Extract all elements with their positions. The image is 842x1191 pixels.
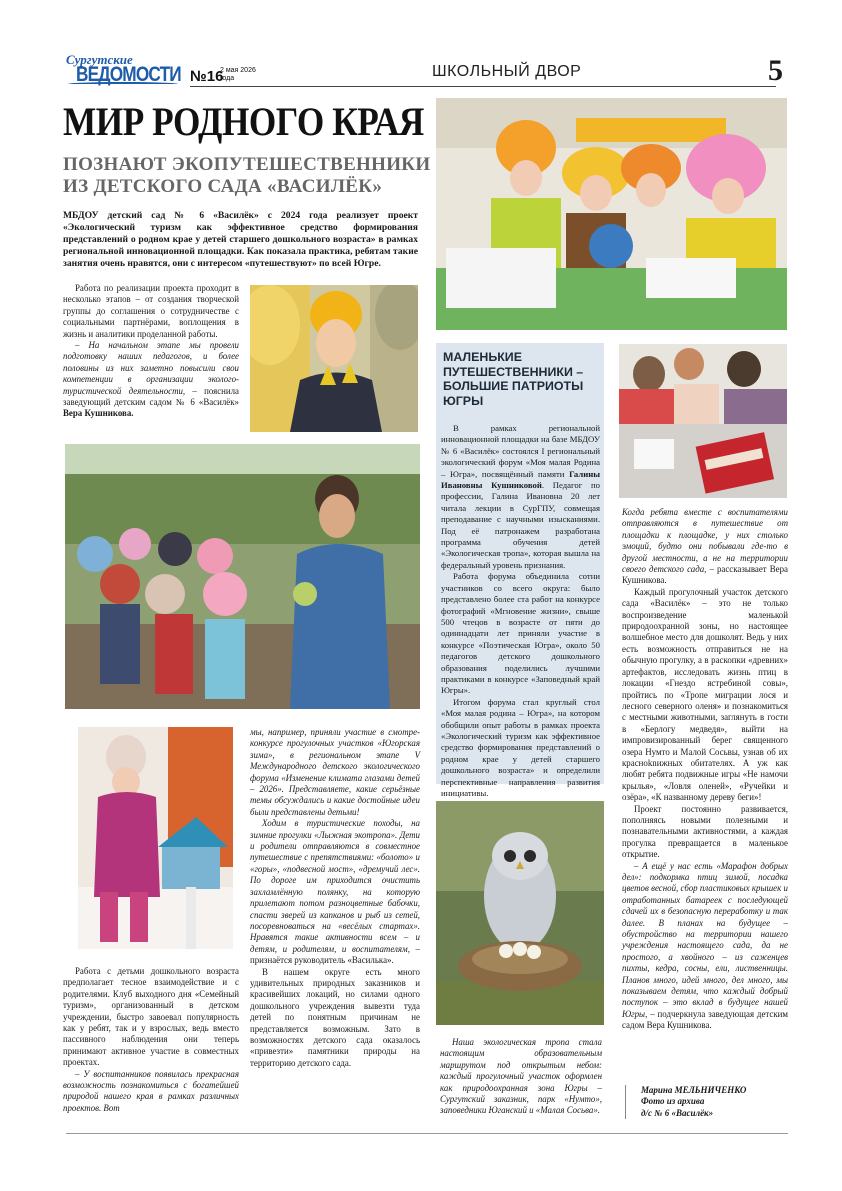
paragraph: – У воспитанников появилась прекрасная возможность познакомиться с богатейшей природой нашего края в рамках различных проектов. Вот [63,1068,239,1113]
owl-photo-caption: Наша экологическая тропа стала настоящим образовательным маршрутом под открытым небом: каждый прогулочный участок оформлен как природоохранная зона Югры – Сургутский заказник, парк «Нумто», заповедники Юганский и «Малая Сосьва». [440,1037,602,1116]
article-title: МИР РОДНОГО КРАЯ [63,99,424,144]
paragraph: Проект постоянно развивается, пополняясь новыми полезными и познавательными активностями, а каждая прогулка превращается в маленькое открытие. [622,803,788,860]
photo-boy-with-leaves [250,285,418,432]
newspaper-logo [66,52,186,88]
text-column-right [622,507,788,1032]
author-signature [625,1085,746,1119]
logo-big-text: ВЕДОМОСТИ [76,63,181,86]
text-column-a [63,966,239,1114]
paragraph: – А ещё у нас есть «Марафон добрых дел»: подкормка птиц зимой, посадка цветов весной, сбор пластиковых крышек и отработанных батареек с последующей сдачей их в безопасную переработку и так далее. В планах на будущее – обустройство на территории нашего учреждения настоящего сада, да не простого, а хвойного – из саженцев пихты, кедра, сосны, ели, лиственницы. Планов много, идей много, дел много, мы показываем детям, что каждый добрый поступок – это вклад в будущее нашей Югры, – подчеркнула заведующая детским садом Вера Кушникова. [622,860,788,1031]
photo-children-outdoor-with-teacher [65,444,420,709]
sidebar-text [441,423,600,799]
logo-small-text: Сургутские [66,52,133,67]
photo-children-with-red-book [619,344,787,498]
author-org: д/с № 6 «Василёк» [641,1107,714,1118]
logo-swirl-icon [68,82,178,86]
paragraph: Ходим в туристические походы, на зимние прогулки «Лыжная экотропа». Дети и родители отправляются в совместное путешествие с препятствиями: «болото» и «горы», «подвесной мост», «дремучий лес». По дороге им приходится очистить захламлённую полянку, на которую прилетают потом разноцветные бабочки, спасти зверей из капканов и рыб из сетей, посоревноваться на «весёлых стартах». Нравятся такие активности всем – и детям, и родителям, и воспитателям, – признаётся руководитель «Василька». [250,818,420,966]
paragraph: Работа по реализации проекта проходит в несколько этапов – от создания творческой группы до соглашения о сотрудничестве с социальными партнёрами, воплощения в жизнь и аналитики проделанной работы. [63,283,239,339]
photo-girl-with-birdhouse [78,727,233,949]
article-lead: МБДОУ детский сад № 6 «Василёк» с 2024 года реализует проект «Экологический туризм как эффективное средство формирования представлений о родном крае у детей старшего дошкольного возраста» в рамках региональной инновационной площадки. Как показала практика, ребятам такие занятия очень нравятся, они с интересом «путешествуют» по всей Югре. [63,210,418,269]
paragraph: Итогом форума стал круглый стол «Моя малая родина – Югра», на котором обобщили опыт работы в рамках проекта «Экологический туризм как эффективное средство формирования представлений о родном крае у детей старшего дошкольного возраста» и определили перспективные направления развития инициативы. [441,696,600,798]
paragraph: – На начальном этапе мы провели подготовку наших педагогов, и более половины из них заметно повысили свои компетенции в организации эколого-туристической деятельности, – пояснила заведующий детским садом № 6 «Василёк» Вера Кушникова. [63,340,239,419]
signature-bar [625,1085,626,1119]
header-rule [190,86,776,87]
article-subtitle: ПОЗНАЮТ ЭКОПУТЕШЕСТВЕННИКИ ИЗ ДЕТСКОГО САДА «ВАСИЛЁК» [63,154,431,197]
text-column-intro [63,283,239,420]
issue-date: 2 мая 2026 года [220,67,256,82]
paragraph: В нашем округе есть много удивительных природных заказников и красивейших локаций, но силами одного дошкольного учреждения вывезти туда детей по понятным причинам не представляется возможным. Зато в возможностях детского сада оказалось «привезти» памятники природы на территорию детского сада. [250,966,420,1068]
paragraph: В рамках региональной инновационной площадки на базе МБДОУ № 6 «Василёк» состоялся I региональный экологический форум «Моя малая Родина – Югра», посвящённый памяти Галины Ивановны Кушниковой. Педагог по профессии, Галина Ивановна 20 лет читала лекции в СурГПУ, совмещая преподавание с научными изысканиями. Под её патронажем разработана программа обучения детей «Экологическая тропа», которая вышла на федеральный уровень признания. [441,423,600,570]
paragraph: Каждый прогулочный участок детского сада «Василёк» – это не только воспроизведение маленькой природоохранной зоны, но настоящее волшебное место для дошколят. Ведь у них есть возможность отправиться не на обычную прогулку, а в раскопки «древних» артефактов, исследовать жизнь птиц в локации «Гнездо ястребиной совы», пройтись по «Тропе миграции лося и лесного северного оленя» и познакомиться с местными животными, заглянуть в гости в «Берлогу медведя», выйти на импровизированный берег священного озера Нумто и Малой Сосьвы, узнав об их красноknижных обитателях. А уж как любят ребята подвижные игры «Не намочи крылья», «Ловля оленей», «Ручейки и озёра», «К названному дереву беги»! [622,586,788,803]
photo-children-in-costumes [436,98,787,330]
footer-rule [66,1133,788,1134]
issue-number: №16 [190,68,224,85]
photo-owl-sculpture [436,801,604,1025]
paragraph: мы, например, приняли участие в смотре-конкурсе прогулочных участков «Югорская зима», в региональном этапе V Международного детского экологического форума «Изменение климата глазами детей – 2026». Представляете, какие серьёзные темы обсуждались и какие достойные идеи были представлены детьми! [250,727,420,817]
page-number: 5 [768,54,783,87]
author-name: Марина МЕЛЬНИЧЕНКО [641,1085,747,1095]
photo-credit: Фото из архива [641,1096,705,1107]
text-column-b [250,727,420,1069]
section-title: ШКОЛЬНЫЙ ДВОР [432,63,582,80]
paragraph: Работа с детьми дошкольного возраста предполагает тесное взаимодействие и с родителями. Клуб выходного дня «Семейный туризм», организованный в детском учреждении, быстро завоевал популярность как у ребят, так и у взрослых, ведь вместо пассивного наблюдения они теперь принимают активное участие в совместных проектах. [63,966,239,1068]
paragraph: Когда ребята вместе с воспитателями отправляются в путешествие от площадки к площадке, у них столько эмоций, будто они побывали где-то в другой местности, а не на территории своего детского сада, – рассказывает Вера Кушникова. [622,507,788,586]
sidebar-title: МАЛЕНЬКИЕ ПУТЕШЕСТВЕННИКИ – БОЛЬШИЕ ПАТРИОТЫ ЮГРЫ [443,350,584,408]
paragraph: Работа форума объединила сотни участников со всего округа: было представлено более ста работ на конкурсе фотографий «Мгновение жизни», свыше 500 чтецов в возрасте от пяти до одиннадцати лет приняли участие в конкурсе «Поэтическая Югра», около 50 педагогов детского дошкольного образования поделились лучшими практиками в конкурсе «Заповедный край Югры». [441,571,600,696]
